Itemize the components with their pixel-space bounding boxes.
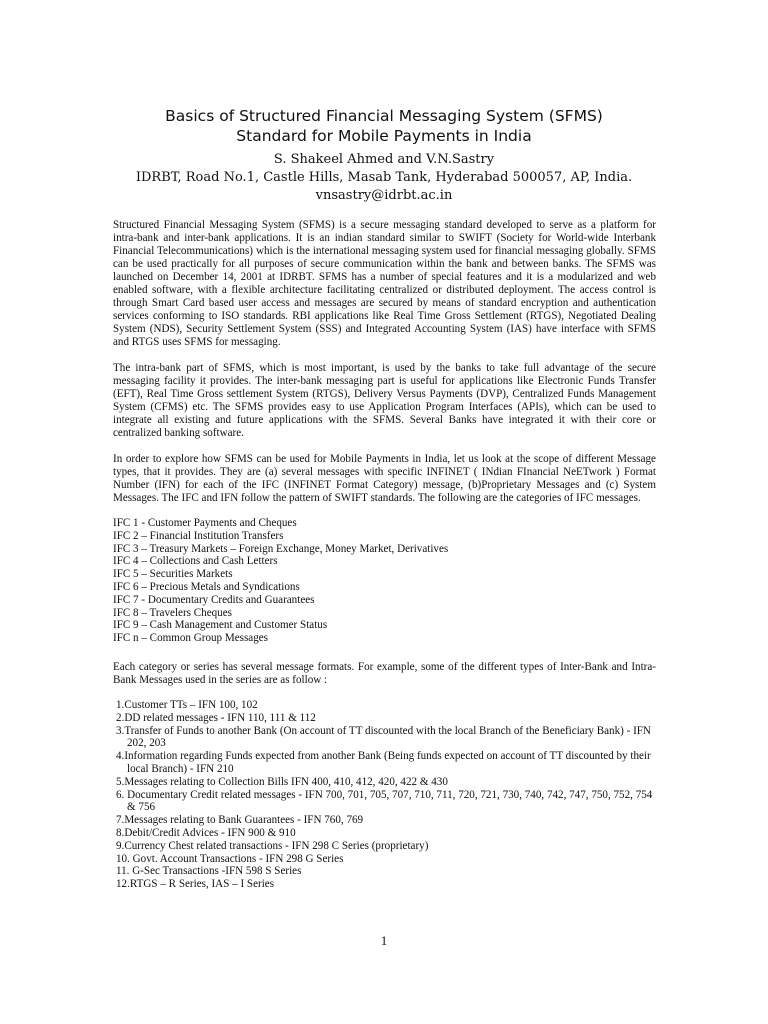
paragraph-intro: Structured Financial Messaging System (SFMS) is a secure messaging standard developed to serve as a platform for intra-bank and inter-bank applications. It is an indian standard similar to SWIFT (Society for World-wide Interbank Financial Telecommunications) which is the international messaging system used for financial messaging globally. SFMS can be used practically for all purposes of secure communication within the bank and between banks. The SFMS was launched on December 14, 2001 at IDRBT. SFMS has a number of special features and it is a modularized and web enabled software, with a flexible architecture facilitating centralized or distributed deployment. The access control is through Smart Card based user access and messages are secured by means of standard encryption and authentication services conforming to ISO standards. RBI applications like Real Time Gross Settlement (RTGS), Negotiated Dealing System (NDS), Security Settlement System (SSS) and Integrated Accounting System (IAS) have interface with SFMS and RTGS uses SFMS for messaging. bbox=[113, 219, 656, 348]
list-item: 8.Debit/Credit Advices - IFN 900 & 910 bbox=[116, 826, 296, 839]
paragraph-message-formats: Each category or series has several message formats. For example, some of the different types of Inter-Bank and Intra-Bank Messages used in the series are as follow : bbox=[113, 661, 656, 686]
list-item: IFC 9 – Cash Management and Customer Status bbox=[113, 619, 328, 632]
page-number: 1 bbox=[380, 933, 388, 948]
email: vnsastry@idrbt.ac.in bbox=[315, 188, 453, 203]
list-item: 6. Documentary Credit related messages - IFN 700, 701, 705, 707, 710, 711, 720, 721, 730, 740, 742, 747, 750, 752, 754 & 756 bbox=[116, 788, 653, 814]
list-item: 4.Information regarding Funds expected from another Bank (Being funds expected on account of TT discounted by their local Branch) - IFN 210 bbox=[116, 750, 651, 775]
list-item: IFC 3 – Treasury Markets – Foreign Exchange, Money Market, Derivatives bbox=[113, 542, 449, 555]
list-item: IFC 2 – Financial Institution Transfers bbox=[113, 529, 284, 542]
list-item: IFC 7 - Documentary Credits and Guarantees bbox=[113, 593, 315, 606]
list-item: 12.RTGS – R Series, IAS – I Series bbox=[116, 878, 275, 891]
list-item: 10. Govt. Account Transactions - IFN 298 G Series bbox=[116, 852, 344, 865]
list-item: IFC 8 – Travelers Cheques bbox=[113, 606, 232, 619]
list-item: IFC 1 - Customer Payments and Cheques bbox=[113, 517, 297, 529]
list-item: 1.Customer TTs – IFN 100, 102 bbox=[116, 699, 258, 711]
list-item: 9.Currency Chest related transactions - IFN 298 C Series (proprietary) bbox=[116, 839, 429, 852]
list-item: 2.DD related messages - IFN 110, 111 & 112 bbox=[116, 711, 316, 724]
list-item: 5.Messages relating to Collection Bills IFN 400, 410, 412, 420, 422 & 430 bbox=[116, 775, 448, 788]
affiliation: IDRBT, Road No.1, Castle Hills, Masab Tank, Hyderabad 500057, AP, India. bbox=[135, 170, 633, 185]
list-item: IFC 6 – Precious Metals and Syndications bbox=[113, 580, 300, 593]
message-type-list bbox=[116, 699, 656, 891]
page-title: Basics of Structured Financial Messaging System (SFMS) bbox=[165, 107, 603, 125]
list-item: IFC 5 – Securities Markets bbox=[113, 568, 233, 581]
list-item: 11. G-Sec Transactions -IFN 598 S Series bbox=[116, 865, 302, 878]
ifc-category-list bbox=[113, 517, 673, 645]
list-item: 3.Transfer of Funds to another Bank (On account of TT discounted with the local Branch of the Beneficiary Bank) - IFN 202, 203 bbox=[116, 724, 651, 750]
list-item: IFC n – Common Group Messages bbox=[113, 632, 269, 645]
page-subtitle: Standard for Mobile Payments in India bbox=[236, 127, 532, 145]
paragraph-intra-bank: The intra-bank part of SFMS, which is most important, is used by the banks to take full advantage of the secure messaging facility it provides. The inter-bank messaging part is useful for applications like Electronic Funds Transfer (EFT), Real Time Gross settlement System (RTGS), Delivery Versus Payments (DVP), Centralized Funds Management System (CFMS) etc. The SFMS provides easy to use Application Program Interfaces (APIs), which can be used to integrate all existing and future applications with the SFMS. Several Banks have integrated it with their core or centralized banking software. bbox=[113, 362, 656, 439]
list-item: IFC 4 – Collections and Cash Letters bbox=[113, 555, 278, 568]
authors: S. Shakeel Ahmed and V.N.Sastry bbox=[273, 152, 495, 167]
list-item: 7.Messages relating to Bank Guarantees - IFN 760, 769 bbox=[116, 814, 364, 827]
paragraph-message-types: In order to explore how SFMS can be used for Mobile Payments in India, let us look at the scope of different Message types, that it provides. They are (a) several messages with specific INFINET ( INdian FInancial NeETwork ) Format Number (IFN) for each of the IFC (INFINET Format Category) message, (b)Proprietary Messages and (c) System Messages. The IFC and IFN follow the pattern of SWIFT standards. The following are the categories of IFC messages. bbox=[113, 453, 656, 504]
